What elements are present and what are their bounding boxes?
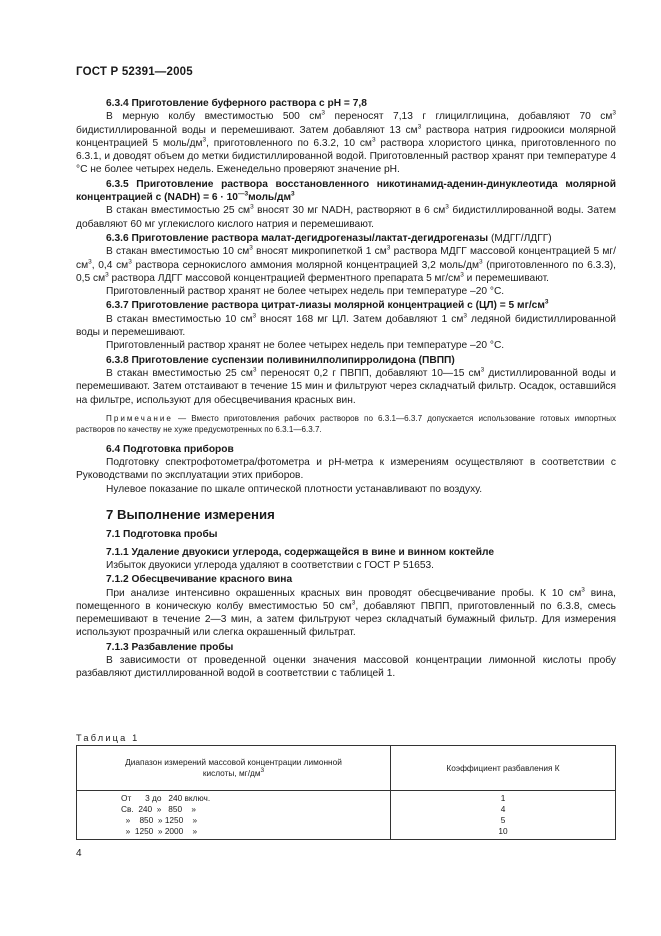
table-cell-coefficient: 10 [498,826,508,836]
section-6-4-text: Подготовку спектрофотометра/фотометра и pH-метра к измерениям осуществляют в соответствии с Руководствами по эксплуатации этих приборов. [76,457,616,482]
section-6-4-title: 6.4 Подготовка приборов [106,443,234,455]
section-7-1-2-title: 7.1.2 Обесцвечивание красного вина [106,574,293,586]
section-7-1-1-text: Избыток двуокиси углерода удаляют в соответствии с ГОСТ Р 51653. [106,559,434,571]
table-caption: Таблица 1 [76,733,140,743]
table-row [77,791,616,840]
document-header: ГОСТ Р 52391—2005 [76,66,193,78]
section-7-1-3-text: В зависимости от проведенной оценки значения массовой концентрации лимонной кислоты пробу разбавляют дистиллированной водой в соответствии с таблицей 1. [76,654,616,680]
section-6-3-4-text: В мерную колбу вместимостью 500 $см^3$ переносят 7,13 г глицилглицина, добавляют 70 $см^3$ бидистиллированной воды и перемешивают. Затем добавляют 13 $см^3$ раствора натрия гидроокиси молярной концентрацией 5 моль/$дм^3$, приготовленного по 6.3.2, 10 $см^3$ раствора хлористого цинка, приготовленного по 6.3.1, и доводят объем до метки бидистиллированной водой. Приготовленный раствор хранят при температуре 4 °С не более четырех недель. Еженедельно проверяют значение pH. [76,109,616,176]
section-6-3-7-title: 6.3.7 Приготовление раствора цитрат-лиазы молярной концентрацией c (ЦЛ) = 5 $мг/см^3$ [106,299,549,312]
table-cell-coefficient: 5 [500,815,506,825]
table-header-coefficient: Коэффициент разбавления К [391,746,616,791]
section-7-1-1-title: 7.1.1 Удаление двуокиси углерода, содержащейся в вине и винном коктейле [106,546,495,558]
page-number: 4 [76,848,82,859]
section-7-title: 7 Выполнение измерения [106,507,275,523]
dilution-table [76,745,616,840]
section-7-1-title: 7.1 Подготовка пробы [106,529,218,541]
table-header-range: Диапазон измерений массовой концентрации лимонной кислоты, $мг/дм^3$ [77,746,391,791]
section-6-3-5-title: 6.3.5 Приготовление раствора восстановленного никотинамид-аденин-динуклеотида молярной концентрацией c (NADH) = $6 \cdot 10^{—3}моль/дм^3$ [76,178,616,204]
table-cell-range: » 1250 » 2000 » [121,826,198,836]
section-6-3-8-text: В стакан вместимостью 25 $см^3$ переносят 0,2 г ПВПП, добавляют 10—15 $см^3$ дистиллированной воды и перемешивают. Затем отстаивают в течение 15 мин и фильтруют через складчатый фильтр. Осадок, оставшийся на фильтре, используют для обесцвечивания красных вин. [76,366,616,406]
note: Примечание — Вместо приготовления рабочих растворов по 6.3.1—6.3.7 допускается использование готовых импортных растворов по качеству не хуже предусмотренных по 6.3.1—6.3.7. [76,413,616,434]
section-6-3-6-text: В стакан вместимостью 10 $см^3$ вносят микропипеткой 1 $см^3$ раствора МДГГ массовой концентрацией 5 $мг/см^3$, 0,4 $см^3$ раствора сернокислого аммония молярной концентрацией 3,2 моль/$дм^3$ (приготовленного по 6.3.3), 0,5 $см^3$ раствора ЛДГГ массовой концентрацией ферментного препарата 5 $мг/см^3$ и перемешивают. [76,244,616,284]
table-header-row [77,746,616,791]
section-6-3-8-title: 6.3.8 Приготовление суспензии поливинилполипирролидона (ПВПП) [106,354,455,366]
section-6-3-6-storage: Приготовленный раствор хранят не более четырех недель при температуре –20 °С. [106,286,505,298]
section-6-3-7-storage: Приготовленный раствор хранят не более четырех недель при температуре –20 °С. [106,340,505,352]
section-6-3-4-title: 6.3.4 Приготовление буферного раствора с pH = 7,8 [106,98,367,109]
section-6-3-7-text: В стакан вместимостью 10 $см^3$ вносят 168 мг ЦЛ. Затем добавляют 1 $см^3$ ледяной бидистиллированной воды и перемешивают. [76,312,616,339]
table-cell-coefficient: 4 [500,804,506,814]
table-cell-range: Св. 240 » 850 » [121,804,196,814]
table-coefficient-cells [391,791,616,840]
table-cell-range: От 3 до 240 включ. [121,793,211,803]
section-7-1-3-title: 7.1.3 Разбавление пробы [106,641,234,653]
section-6-4-text-2: Нулевое показание по шкале оптической плотности устанавливают по воздуху. [106,483,483,495]
section-7-1-2-text: При анализе интенсивно окрашенных красных вин проводят обесцвечивание пробы. К 10 $см^3$ вина, помещенного в коническую колбу вместимостью 50 $см^3$, добавляют ПВПП, приготовленный по 6.3.8, смесь перемешивают в течение 2—3 мин, а затем фильтруют через складчатый бумажный фильтр. Для измерения используют прозрачный или слегка окрашенный фильтрат. [76,586,616,639]
table-cell-range: » 850 » 1250 » [121,815,198,825]
table-cell-coefficient: 1 [500,793,506,803]
section-6-3-5-text: В стакан вместимостью 25 $см^3$ вносят 30 мг NADH, растворяют в 6 $см^3$ бидистиллированной воды. Затем добавляют 60 мг углекислого кислого натрия и перемешивают. [76,203,616,230]
section-6-3-6-title: 6.3.6 Приготовление раствора малат-дегидрогеназы/лактат-дегидрогеназы (МДГГ/ЛДГГ) [106,232,552,244]
page-body [76,96,616,681]
table-range-cells [77,791,391,840]
